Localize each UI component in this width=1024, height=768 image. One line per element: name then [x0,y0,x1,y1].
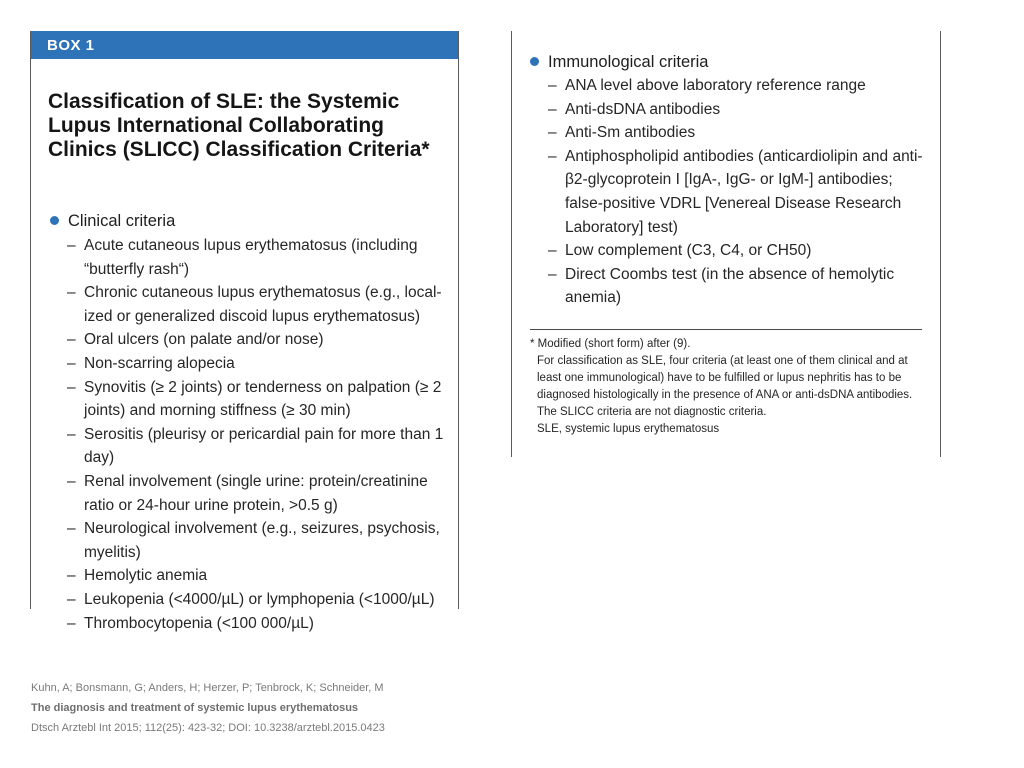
immunological-heading-text: Immunological criteria [548,53,709,71]
list-item: – Synovitis (≥ 2 joints) or tenderness on palpation (≥ 2 joints) and morning stiffness (≥ 30 min) [67,378,442,420]
list-item-text: Serositis (pleurisy or pericardial pain for more than 1 day) [84,425,444,467]
immunological-criteria-heading [530,52,708,72]
list-item: – Non-scarring alopecia [67,354,235,372]
list-item: – Leukopenia (<4000/µL) or lymphopenia (<1000/µL) [67,590,435,608]
box-label: BOX 1 [31,31,458,59]
list-item-text: Non-scarring alopecia [84,354,235,372]
list-item: – Thrombocytopenia (<100 000/µL) [67,614,314,632]
clinical-criteria-list [67,234,457,635]
list-item-text: Low complement (C3, C4, or CH50) [565,242,812,260]
citation-authors: Kuhn, A; Bonsmann, G; Anders, H; Herzer, P; Tenbrock, K; Schneider, M [31,682,384,694]
list-item-text: Oral ulcers (on palate and/or nose) [84,331,324,349]
list-item-text: Thrombocytopenia (<100 000/µL) [84,614,314,632]
bullet-icon [530,57,539,66]
list-item: – Anti-dsDNA antibodies [548,100,721,118]
clinical-heading-text: Clinical criteria [68,212,176,230]
list-item-text: Leukopenia (<4000/µL) or lymphopenia (<1000/µL) [84,590,435,608]
list-item: – Antiphospholipid antibodies (anticardiolipin and anti-β2-glycoprotein I [IgA-, IgG- or IgM-] antibodies; false-positive VDRL [Venereal Disease Research Laboratory] test) [548,147,923,236]
list-item: – Direct Coombs test (in the absence of hemolytic anemia) [548,265,895,307]
list-item-text: Antiphospholipid antibodies (anticardiolipin and anti-β2-glycoprotein I [IgA-, IgG- or IgM-] antibodies; false-positive VDRL [Venereal Disease Research Laboratory] test) [565,147,923,236]
box-title [48,90,453,162]
box-title-line: Clinics (SLICC) Classification Criteria* [48,138,430,161]
list-item-text: ANA level above laboratory reference range [565,77,866,94]
footnote-body: For classification as SLE, four criteria (at least one of them clinical and at least one immunological) have to be fulfilled or lupus nephritis has to be diagnosed histologically in the presence of ANA or anti-dsDNA antibodies. The SLICC criteria are not diagnostic criteria. [537,355,913,418]
list-item: – Chronic cutaneous lupus erythematosus (e.g., local-ized or generalized discoid lupus erythematosus) [67,284,442,325]
footnote [530,336,930,438]
bullet-icon [50,216,59,225]
clinical-criteria-heading [50,211,175,231]
criteria-box-left [30,31,459,632]
box-title-line: Lupus International Collaborating [48,114,384,137]
list-item: – Renal involvement (single urine: protein/creatinine ratio or 24-hour urine protein, >0.5 g) [67,472,428,514]
list-item-text: Hemolytic anemia [84,567,208,585]
footnote-abbreviation: SLE, systemic lupus erythematosus [537,423,720,435]
list-item-text: Chronic cutaneous lupus erythematosus (e.g., local-ized or generalized discoid lupus erythematosus) [84,284,442,325]
list-item-text: Direct Coombs test (in the absence of hemolytic anemia) [565,265,895,307]
box-title-line: Classification of SLE: the Systemic [48,90,400,113]
citation-source: Dtsch Arztebl Int 2015; 112(25): 423-32; DOI: 10.3238/arztebl.2015.0423 [31,722,385,734]
footnote-source: * Modified (short form) after (9). [530,338,691,350]
list-item: – Serositis (pleurisy or pericardial pain for more than 1 day) [67,425,444,467]
list-item: – Acute cutaneous lupus erythematosus (including “butterfly rash“) [67,237,418,278]
list-item: – Oral ulcers (on palate and/or nose) [67,331,324,349]
list-item-text: Acute cutaneous lupus erythematosus (including “butterfly rash“) [84,237,418,278]
list-item: – Anti-Sm antibodies [548,124,696,142]
list-item: – ANA level above laboratory reference range [548,77,866,94]
footnote-divider [530,329,922,330]
list-item-text: Anti-Sm antibodies [565,124,696,142]
list-item-text: Synovitis (≥ 2 joints) or tenderness on palpation (≥ 2 joints) and morning stiffness (≥ 30 min) [84,378,442,420]
list-item-text: Neurological involvement (e.g., seizures, psychosis, myelitis) [84,520,440,561]
immunological-criteria-list [548,74,933,310]
citation-title: The diagnosis and treatment of systemic lupus erythematosus [31,702,359,714]
list-item-text: Anti-dsDNA antibodies [565,100,721,118]
list-item-text: Renal involvement (single urine: protein/creatinine ratio or 24-hour urine protein, >0.5 g) [84,472,428,514]
list-item: – Neurological involvement (e.g., seizures, psychosis, myelitis) [67,520,440,561]
criteria-box-right [511,31,941,457]
list-item: – Hemolytic anemia [67,567,208,585]
citation [31,678,631,738]
list-item: – Low complement (C3, C4, or CH50) [548,242,812,260]
